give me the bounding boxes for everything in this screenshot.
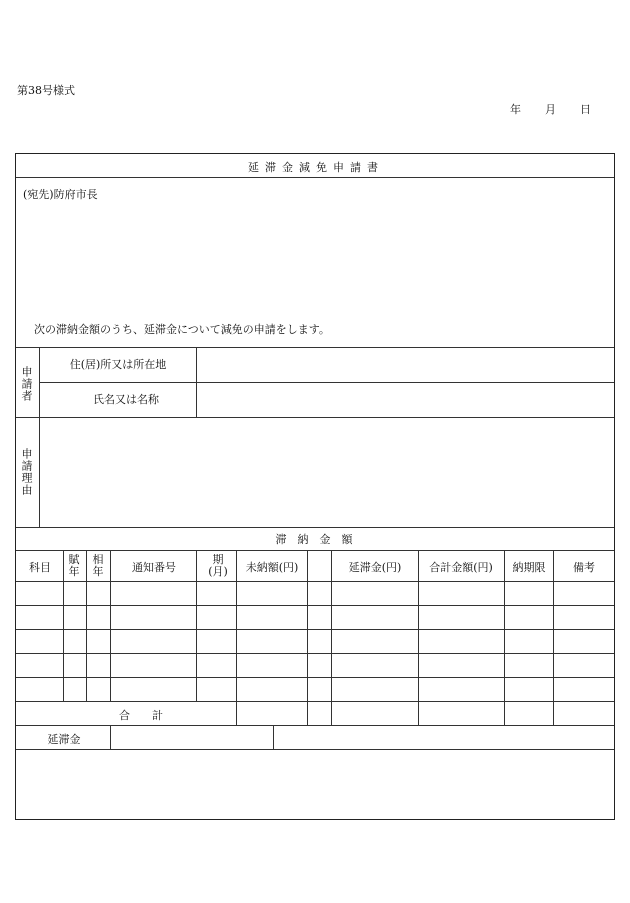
col-fu-year: 賦 年: [68, 553, 80, 578]
divider: [63, 550, 64, 701]
divider: [16, 417, 614, 418]
col-unpaid: 未納額(円): [245, 561, 299, 574]
divider: [273, 725, 274, 749]
table-row: [16, 605, 614, 606]
total-label: 合 計: [119, 709, 163, 722]
intro-text: 次の滞納金額のうち、延滞金について減免の申請をします。: [34, 323, 330, 336]
reason-label: 申請理由: [20, 448, 33, 496]
addressee: (宛先)防府市長: [23, 188, 98, 201]
divider: [16, 701, 614, 702]
col-period: 期 (月): [208, 553, 228, 578]
divider: [16, 749, 614, 750]
table-row: [16, 677, 614, 678]
table-row: [16, 629, 614, 630]
date-month-label: 月: [545, 103, 556, 116]
name-label: 氏名又は名称: [93, 393, 159, 406]
col-so-year: 相 年: [92, 553, 104, 578]
divider: [110, 550, 111, 701]
divider: [16, 550, 614, 551]
application-form: [15, 153, 615, 820]
address-label: 住(居)所又は所在地: [69, 358, 167, 371]
table-row: [16, 653, 614, 654]
divider: [16, 177, 614, 178]
divider: [39, 347, 40, 527]
date-day-label: 日: [580, 103, 591, 116]
divider: [331, 550, 332, 725]
divider: [236, 550, 237, 725]
divider: [418, 550, 419, 725]
divider: [307, 550, 308, 725]
delinquent-section-title: 滞 納 金 額: [275, 533, 353, 546]
divider: [16, 581, 614, 582]
applicant-section-label: 申請者: [20, 366, 33, 402]
divider: [196, 550, 197, 701]
divider: [110, 725, 111, 749]
col-remarks: 備考: [573, 561, 595, 574]
form-number: 第38号様式: [17, 84, 75, 97]
divider: [504, 550, 505, 725]
divider: [553, 550, 554, 725]
divider: [16, 527, 614, 528]
divider: [16, 347, 614, 348]
col-total: 合計金額(円): [429, 561, 493, 574]
divider: [16, 725, 614, 726]
late-fee-label: 延滞金: [47, 733, 81, 746]
divider: [86, 550, 87, 701]
form-title: 延滞金減免申請書: [248, 161, 384, 174]
col-late-fee: 延滞金(円): [348, 561, 402, 574]
divider: [39, 382, 614, 383]
col-due-date: 納期限: [512, 561, 546, 574]
col-notice-number: 通知番号: [132, 561, 176, 574]
date-year-label: 年: [510, 103, 521, 116]
col-subject: 科目: [29, 561, 51, 574]
